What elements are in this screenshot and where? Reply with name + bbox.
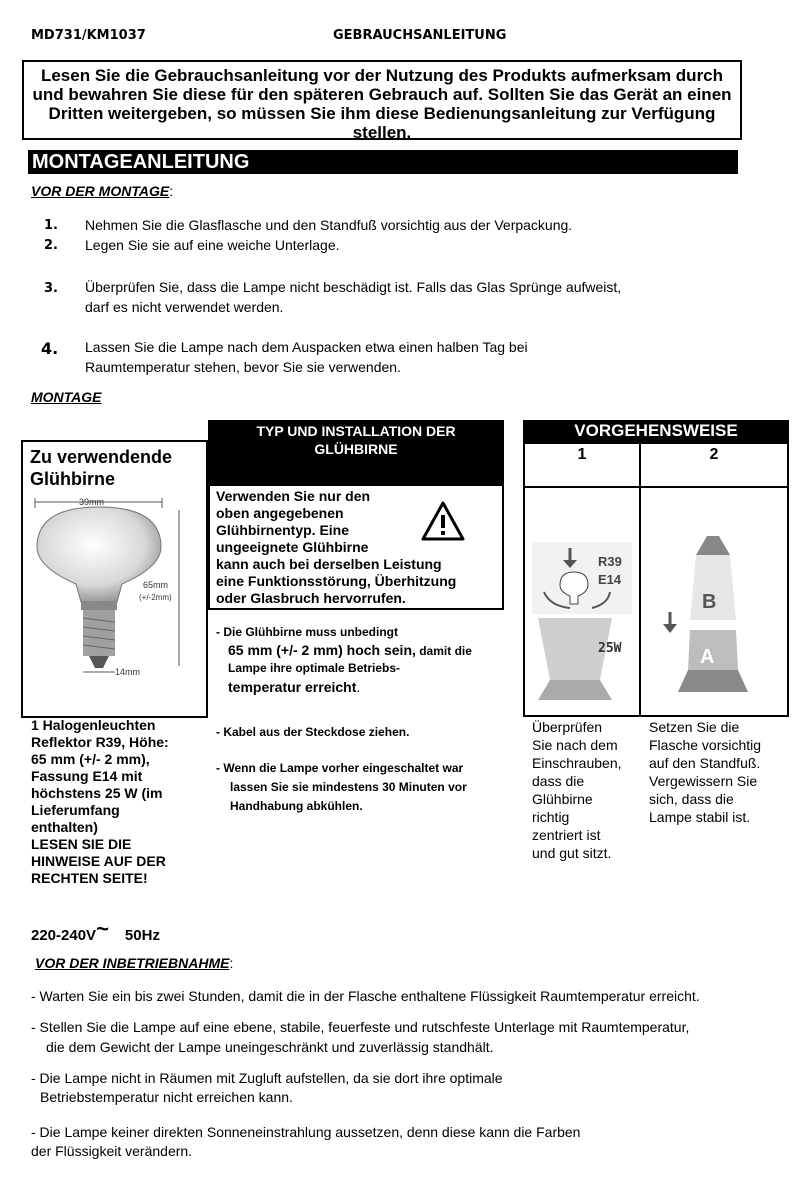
note-item: - Warten Sie ein bis zwei Stunden, damit die in der Flasche enthaltene Flüssigkeit Raumtemperatur erreicht. [31,988,700,1004]
bullet-line-part: 65 mm (+/- 2 mm) hoch sein, [228,642,416,658]
bottle-mount-diagram [652,530,782,708]
desc-line: 1 Halogenleuchten [31,717,156,733]
dim-height-label: 65mm [143,580,169,590]
type-head-line: TYP UND INSTALLATION DER [256,423,456,439]
note-item: - Die Lampe nicht in Räumen mit Zugluft aufstellen, da sie dort ihre optimale [31,1070,503,1086]
bullet-line: - Wenn die Lampe vorher eingeschaltet war [216,761,464,775]
proc-line: Flasche vorsichtig [649,737,762,753]
bullet-line-part: . [356,679,361,695]
proc-line: Setzen Sie die [649,719,740,735]
vor-der-montage-heading [31,183,173,201]
proc-line: auf den Standfuß. [649,755,761,771]
proc-line: Lampe stabil ist. [649,809,751,825]
step-number: 4. [41,339,59,358]
bulb-type-label: R39 [598,554,622,569]
vor-der-montage-label: VOR DER MONTAGE [31,183,170,199]
vor-der-inbetriebnahme-heading [35,955,233,973]
ac-symbol: ~ [96,916,109,941]
desc-line: 65 mm (+/- 2 mm), [31,751,150,767]
proc-line: dass die [532,773,585,789]
bullet-line [216,679,506,695]
bullet-line: lassen Sie sie mindestens 30 Minuten vor [230,780,467,794]
voltage-rating [31,916,160,946]
intro-notice: Lesen Sie die Gebrauchsanleitung vor der Nutzung des Produkts aufmerksam durch und bewahren Sie diese für den späteren Gebrauch auf. Sollten Sie das Gerät an einen Dritten weitergeben, so müssen Sie ihm diese Bedienungsanleitung zur Verfügung stellen. [22,60,742,140]
label-b: B [702,591,717,613]
step-number: 2. [44,238,58,253]
procedure-col-2: 2 [709,446,719,463]
inbetriebnahme-label: VOR DER INBETRIEBNAHME [35,955,230,971]
bullet-line: - Die Glühbirne muss unbedingt [216,625,399,639]
desc-line: RECHTEN SEITE! [31,870,148,886]
desc-line: Lieferumfang [31,802,120,818]
step-text: Überprüfen Sie, dass die Lampe nicht beschädigt ist. Falls das Glas Sprünge aufweist, [85,279,622,295]
procedure-text-2 [649,718,794,826]
note-item: die dem Gewicht der Lampe uneingeschränkt und zuverlässig standhält. [46,1039,494,1055]
bullet-line [216,642,506,658]
desc-line: HINWEISE AUF DER [31,853,166,869]
desc-line: enthalten) [31,819,98,835]
bulb-title-line: Zu verwendende [30,447,173,467]
frequency-value: 50Hz [124,927,160,944]
warn-line: eine Funktionsstörung, Überhitzung [216,573,457,589]
label-a: A [700,646,715,668]
note-item: - Die Lampe keiner direkten Sonneneinstrahlung aussetzen, denn diese kann die Farben [31,1124,581,1140]
desc-line: LESEN SIE DIE [31,836,132,852]
step-number: 3. [44,281,58,296]
proc-line: Sie nach dem [532,737,618,753]
type-head-line: GLÜHBIRNE [314,441,398,457]
proc-line: sich, dass die [649,791,734,807]
step-text: Nehmen Sie die Glasflasche und den Standfuß vorsichtig aus der Verpackung. [85,217,573,233]
wattage-label: 25W [598,641,622,656]
bulb-install-diagram [530,540,635,710]
bullet-line: Handhabung abkühlen. [230,799,363,813]
montage-heading: MONTAGE [31,389,102,405]
proc-line: Einschrauben, [532,755,622,771]
bulb-description [31,717,206,887]
bullet-line-part: damit die [415,644,472,658]
note-item: der Flüssigkeit verändern. [31,1143,193,1159]
procedure-col-1: 1 [577,446,587,463]
proc-line: Überprüfen [532,719,603,735]
desc-line: höchstens 25 W (im [31,785,163,801]
section-title-montageanleitung: MONTAGEANLEITUNG [28,150,738,174]
proc-line: richtig [532,809,570,825]
proc-line: Glühbirne [532,791,593,807]
procedure-header: VORGEHENSWEISE [523,420,789,442]
note-item: Betriebstemperatur nicht erreichen kann. [40,1089,293,1105]
proc-line: zentriert ist [532,827,601,843]
voltage-value: 220-240V [31,927,97,944]
bulb-title-line: Glühbirne [30,469,115,489]
warn-line: kann auch bei derselben Leistung [216,556,442,572]
warn-line: oben angegebenen [216,505,344,521]
dim-width-label: 39mm [79,497,105,507]
warn-line: ungeeignete Glühbirne [216,539,369,555]
bullet-unplug: - Kabel aus der Steckdose ziehen. [216,725,410,739]
bullet-cool-down [216,759,506,816]
bullet-line: Lampe ihre optimale Betriebs- [228,661,401,675]
socket-type-label: E14 [598,572,622,587]
desc-line: Reflektor R39, Höhe: [31,734,169,750]
heading-colon: : [169,183,174,199]
procedure-divider [639,442,641,717]
step-text: Lassen Sie die Lampe nach dem Auspacken etwa einen halben Tag bei [85,339,528,355]
proc-line: und gut sitzt. [532,845,612,861]
procedure-text-1 [532,718,637,862]
step-number: 1. [44,218,58,233]
bullet-bulb-height [216,625,506,695]
model-number: MD731/KM1037 [31,28,146,43]
warn-line: Verwenden Sie nur den [216,488,371,504]
step-text: Legen Sie sie auf eine weiche Unterlage. [85,237,340,253]
desc-line: Fassung E14 mit [31,768,143,784]
procedure-row-divider [525,486,787,488]
type-panel-header [208,420,504,486]
step-text: Raumtemperatur stehen, bevor Sie sie verwenden. [85,359,401,375]
bullet-line-part: temperatur erreicht [228,679,357,695]
step-text: darf es nicht verwendet werden. [85,299,284,315]
document-title: GEBRAUCHSANLEITUNG [333,28,507,43]
dim-base-label: 14mm [115,667,141,677]
heading-colon: : [229,955,234,971]
bulb-diagram [27,492,202,717]
dim-tolerance-label: (+/-2mm) [139,593,172,602]
warn-line: oder Glasbruch hervorrufen. [216,590,406,606]
note-item: - Stellen Sie die Lampe auf eine ebene, stabile, feuerfeste und rutschfeste Unterlage mit Raumtemperatur, [31,1019,690,1035]
proc-line: Vergewissern Sie [649,773,758,789]
warn-line: Glühbirnentyp. Eine [216,522,350,538]
bulb-panel-title [30,446,172,490]
bulb-panel [21,440,208,718]
warning-icon [420,500,466,542]
